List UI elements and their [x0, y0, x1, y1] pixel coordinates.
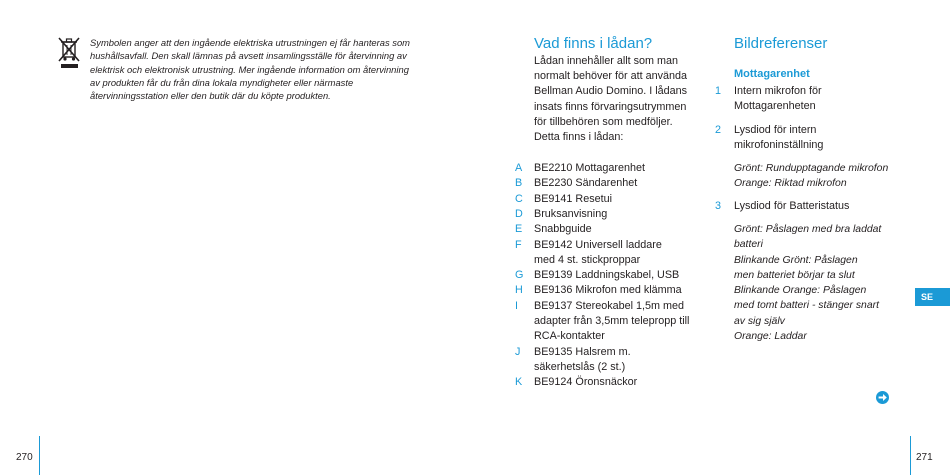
reference-text: Intern mikrofon för Mottagarenheten [734, 85, 822, 113]
list-item-text: BE9136 Mikrofon med klämma [534, 284, 682, 297]
reference-text: Lysdiod för Batteristatus [734, 200, 850, 212]
image-references-list [715, 84, 905, 354]
list-item-text: BE2210 Mottagarenhet [534, 162, 646, 174]
list-item-text: Bruksanvisning [534, 207, 608, 220]
reference-text: Lysdiod för intern mikrofoninställning [734, 124, 824, 152]
box-contents-intro: Lådan innehåller allt som man normalt behöver för att använda Bellman Audio Domino. I lådans insats finns förvaringsutrymmen för tillbehören som medföljer. Detta finns i lådan: [534, 55, 688, 144]
list-item-text: BE9141 Resetui [534, 192, 613, 205]
reference-note: Blinkande Orange: Påslagen med tomt batteri - stänger snart av sig själv [734, 285, 879, 327]
reference-number: 1 [715, 85, 722, 97]
list-item-letter: H [515, 284, 523, 297]
list-item-letter: C [515, 192, 523, 205]
list-item-text: BE9137 Stereokabel 1,5m med adapter från 3,5mm telepropp till RCA-kontakter [534, 299, 690, 343]
box-contents-heading: Vad finns i lådan? [534, 35, 653, 52]
page-number-left: 270 [16, 452, 33, 463]
list-item-letter: G [515, 269, 524, 282]
next-page-arrow-icon[interactable] [876, 391, 889, 404]
list-item-text: BE2230 Sändarenhet [534, 177, 638, 190]
box-contents-list [515, 161, 715, 401]
reference-number: 2 [715, 124, 722, 136]
list-item-text: Snabbguide [534, 223, 592, 236]
list-item-letter: B [515, 177, 523, 190]
reference-note: Grönt: Rundupptagande mikrofon [734, 163, 889, 174]
disposal-notice: Symbolen anger att den ingående elektriska utrustningen ej får hanteras som hushållsavfall. Den skall lämnas på avsett insamlingsställe för återvinning av elektrisk och elektronisk utrustning. Mer ingående information om återvinning av produkten får du från dina lokala myndigheter eller närmaste återvinningsstation eller den butik där du köpte produkten. [90, 37, 410, 102]
language-tab[interactable]: SE [915, 288, 950, 306]
list-item-text: BE9135 Halsrem m. säkerhetslås (2 st.) [534, 345, 631, 373]
reference-note: Orange: Laddar [734, 331, 807, 342]
list-item-text: BE9139 Laddningskabel, USB [534, 269, 680, 282]
reference-note: Blinkande Grönt: Påslagen men batteriet börjar ta slut [734, 254, 858, 281]
list-item-letter: K [515, 376, 523, 389]
crossed-out-wheelie-bin-icon [58, 37, 82, 69]
list-item-letter: J [515, 345, 521, 358]
list-item-letter: F [515, 238, 522, 251]
reference-note: Grönt: Påslagen med bra laddat batteri [734, 224, 882, 251]
list-item-letter: I [515, 299, 518, 312]
list-item-text: BE9124 Öronsnäckor [534, 376, 638, 389]
reference-number: 3 [715, 200, 722, 212]
receiver-unit-subheading: Mottagarenhet [734, 68, 810, 80]
list-item-letter: D [515, 207, 523, 220]
list-item-text: BE9142 Universell laddare med 4 st. stickproppar [534, 238, 662, 266]
left-page-divider [39, 436, 40, 475]
right-page-divider [910, 436, 911, 475]
list-item-letter: E [515, 223, 523, 236]
list-item-letter: A [515, 162, 523, 174]
image-references-heading: Bildreferenser [734, 35, 828, 52]
page-number-right: 271 [916, 452, 933, 463]
reference-note: Orange: Riktad mikrofon [734, 178, 847, 189]
